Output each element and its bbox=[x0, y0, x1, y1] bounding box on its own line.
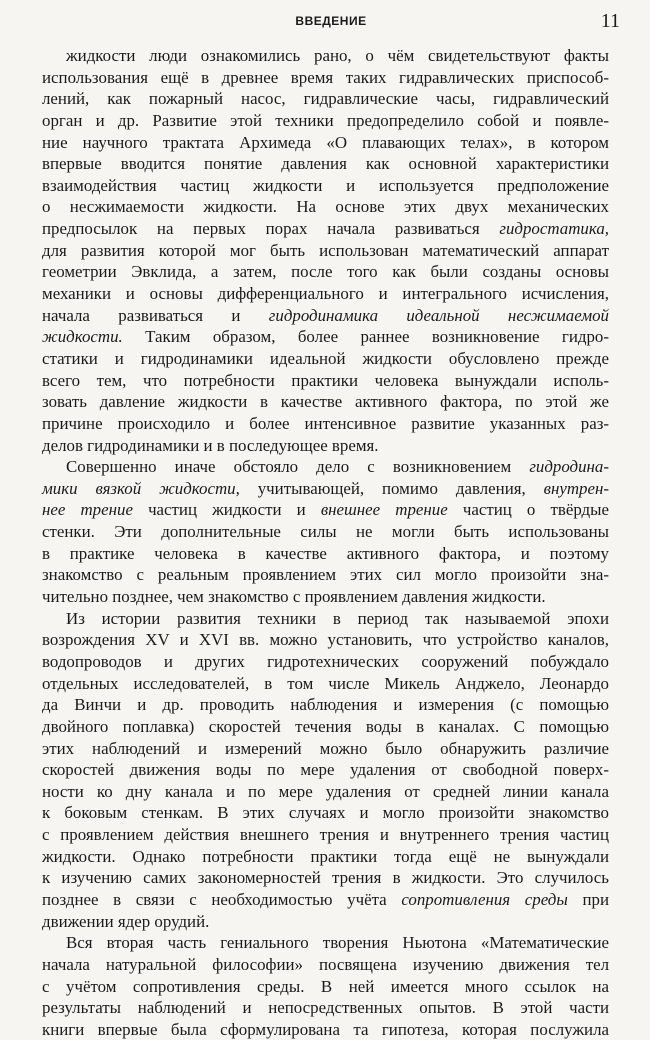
text-run: взаимодействия частиц жидкости и используется предположение bbox=[42, 175, 609, 195]
text-line bbox=[42, 132, 609, 154]
text-line bbox=[42, 175, 609, 197]
italic-term: внутрен- bbox=[543, 478, 609, 498]
text-run: впервые вводится понятие давления как основной характеристики bbox=[42, 154, 609, 174]
text-run: к изучению самих закономерностей трения в жидкости. Это случилось bbox=[42, 868, 609, 888]
text-run: Из истории развития техники в период так называемой эпохи bbox=[66, 608, 609, 628]
text-line bbox=[42, 889, 609, 911]
text-line bbox=[42, 824, 609, 846]
text-line bbox=[42, 802, 609, 824]
text-run: жидкости люди ознакомились рано, о чём свидетельствуют факты bbox=[66, 46, 609, 65]
text-line bbox=[42, 564, 609, 586]
italic-term: гидродинамика идеальной несжимаемой bbox=[268, 305, 609, 325]
text-run: позднее в связи с необходимостью учёта bbox=[42, 889, 402, 909]
text-run: ности ко дну канала и по мере удаления от средней линии канала bbox=[42, 781, 609, 801]
text-line bbox=[42, 240, 609, 262]
text-run: лений, как пожарный насос, гидравлические часы, гидравлический bbox=[42, 89, 609, 109]
italic-term: жидкости. bbox=[42, 327, 123, 347]
text-run: отдельных исследователей, в том числе Микель Анджело, Леонардо bbox=[42, 673, 609, 693]
text-line bbox=[42, 218, 609, 240]
text-run: с учётом сопротивления среды. В ней имеется много ссылок на bbox=[42, 976, 609, 996]
text-run: при bbox=[567, 889, 609, 909]
italic-term: внешнее трение bbox=[320, 500, 448, 520]
text-line bbox=[42, 521, 609, 543]
text-line bbox=[42, 911, 609, 933]
paragraph-viscous-fluid bbox=[42, 456, 609, 607]
text-run: частиц жидкости и bbox=[132, 500, 321, 520]
page-number: 11 bbox=[600, 10, 620, 32]
paragraph-hydrostatics bbox=[42, 45, 609, 456]
text-run: чительно позднее, чем знакомство с проявлением давления жидкости. bbox=[42, 587, 546, 607]
paragraph-renaissance bbox=[42, 608, 609, 933]
text-run: учитывающей, помимо давления, bbox=[239, 478, 544, 498]
text-run: начала натуральной философии» посвящена изучению движения тел bbox=[42, 954, 609, 974]
text-line bbox=[42, 348, 609, 370]
text-run: орган и др. Развитие этой техники предопределило собой и появле- bbox=[42, 110, 609, 130]
text-run: Совершенно иначе обстояло дело с возникновением bbox=[66, 457, 530, 477]
text-run: частиц о твёрдые bbox=[447, 500, 609, 520]
text-run: в практике человека в качестве активного фактора, и поэтому bbox=[42, 543, 609, 563]
text-run: водопроводов и других гидротехнических сооружений побуждало bbox=[42, 651, 609, 671]
text-run: к боковым стенкам. В этих случаях и могло произойти знакомство bbox=[42, 803, 609, 823]
text-run: предпосылок на первых порах начала развиваться bbox=[42, 219, 500, 239]
text-line bbox=[42, 586, 609, 608]
text-run: геометрии Эвклида, а затем, после того как были созданы основы bbox=[42, 262, 609, 282]
text-run: стенки. Эти дополнительные силы не могли быть использованы bbox=[42, 522, 609, 542]
text-line bbox=[42, 45, 609, 67]
text-line bbox=[42, 88, 609, 110]
text-run: двойного поплавка) скоростей течения воды в каналах. С помощью bbox=[42, 716, 609, 736]
text-line bbox=[42, 694, 609, 716]
text-line bbox=[42, 305, 609, 327]
text-run: статики и гидродинамики идеальной жидкости обусловлено прежде bbox=[42, 348, 609, 368]
text-run: для развития которой мог быть использован математический аппарат bbox=[42, 240, 609, 260]
text-run: да Винчи и др. проводить наблюдения и измерения (с помощью bbox=[42, 695, 609, 715]
text-line bbox=[42, 738, 609, 760]
text-run: причине происходило и более интенсивное развитие указанных раз- bbox=[42, 413, 609, 433]
text-run: возрождения XV и XVI вв. можно установить, что устройство каналов, bbox=[42, 630, 609, 650]
text-run: Вся вторая часть гениального творения Ньютона «Математические bbox=[66, 933, 609, 953]
italic-term: гидродина- bbox=[529, 457, 609, 477]
text-line bbox=[42, 110, 609, 132]
running-title: ВВЕДЕНИЕ bbox=[295, 14, 367, 28]
italic-term: сопротивления среды bbox=[401, 889, 568, 909]
text-line bbox=[42, 608, 609, 630]
text-run: знакомство с реальным проявлением этих сил могло произойти зна- bbox=[42, 565, 609, 585]
text-line bbox=[42, 976, 609, 998]
text-run: скоростей движения воды по мере удаления от свободной поверх- bbox=[42, 760, 609, 780]
text-run: делов гидродинамики и в последующее время. bbox=[42, 435, 379, 455]
text-line bbox=[42, 651, 609, 673]
text-run: использования ещё в древнее время таких гидравлических приспособ- bbox=[42, 67, 609, 87]
text-run: механики и основы дифференциального и интегрального исчисления, bbox=[42, 284, 609, 304]
paragraph-newton bbox=[42, 932, 609, 1040]
text-line bbox=[42, 781, 609, 803]
text-run: движении ядер орудий. bbox=[42, 911, 210, 931]
text-line bbox=[42, 759, 609, 781]
text-line bbox=[42, 413, 609, 435]
text-line bbox=[42, 261, 609, 283]
text-run: Таким образом, более раннее возникновение гидро- bbox=[122, 327, 609, 347]
italic-term: гидростатика, bbox=[499, 219, 609, 239]
text-line bbox=[42, 997, 609, 1019]
text-line bbox=[42, 435, 609, 457]
text-line bbox=[42, 283, 609, 305]
text-run: этих наблюдений и измерений можно было обнаружить различие bbox=[42, 738, 609, 758]
text-line bbox=[42, 478, 609, 500]
text-line bbox=[42, 370, 609, 392]
text-line bbox=[42, 673, 609, 695]
italic-term: мики вязкой жидкости, bbox=[42, 478, 240, 498]
italic-term: нее трение bbox=[42, 500, 133, 520]
text-line bbox=[42, 456, 609, 478]
text-line bbox=[42, 196, 609, 218]
text-line bbox=[42, 1019, 609, 1040]
text-line bbox=[42, 867, 609, 889]
text-line bbox=[42, 326, 609, 348]
body-text bbox=[42, 45, 609, 1040]
text-run: начала развиваться и bbox=[42, 305, 269, 325]
text-run: зовать давление жидкости в качестве активного фактора, по этой же bbox=[42, 392, 609, 412]
text-line bbox=[42, 716, 609, 738]
text-line bbox=[42, 543, 609, 565]
text-line bbox=[42, 629, 609, 651]
text-run: результаты наблюдений и непосредственных опытов. В этой части bbox=[42, 998, 609, 1018]
text-run: с проявлением действия внешнего трения и внутреннего трения частиц bbox=[42, 825, 609, 845]
text-run: о несжимаемости жидкости. На основе этих двух механических bbox=[42, 197, 609, 217]
text-run: ние научного трактата Архимеда «О плавающих телах», в котором bbox=[42, 132, 609, 152]
text-line bbox=[42, 846, 609, 868]
page-header bbox=[42, 10, 620, 36]
text-line bbox=[42, 153, 609, 175]
text-run: жидкости. Однако потребности практики тогда ещё не вынуждали bbox=[42, 846, 609, 866]
text-line bbox=[42, 499, 609, 521]
text-line bbox=[42, 67, 609, 89]
text-run: всего тем, что потребности практики человека вынуждали исполь- bbox=[42, 370, 609, 390]
text-line bbox=[42, 954, 609, 976]
text-run: книги впервые была сформулирована та гипотеза, которая послужила bbox=[42, 1019, 609, 1039]
text-line bbox=[42, 391, 609, 413]
